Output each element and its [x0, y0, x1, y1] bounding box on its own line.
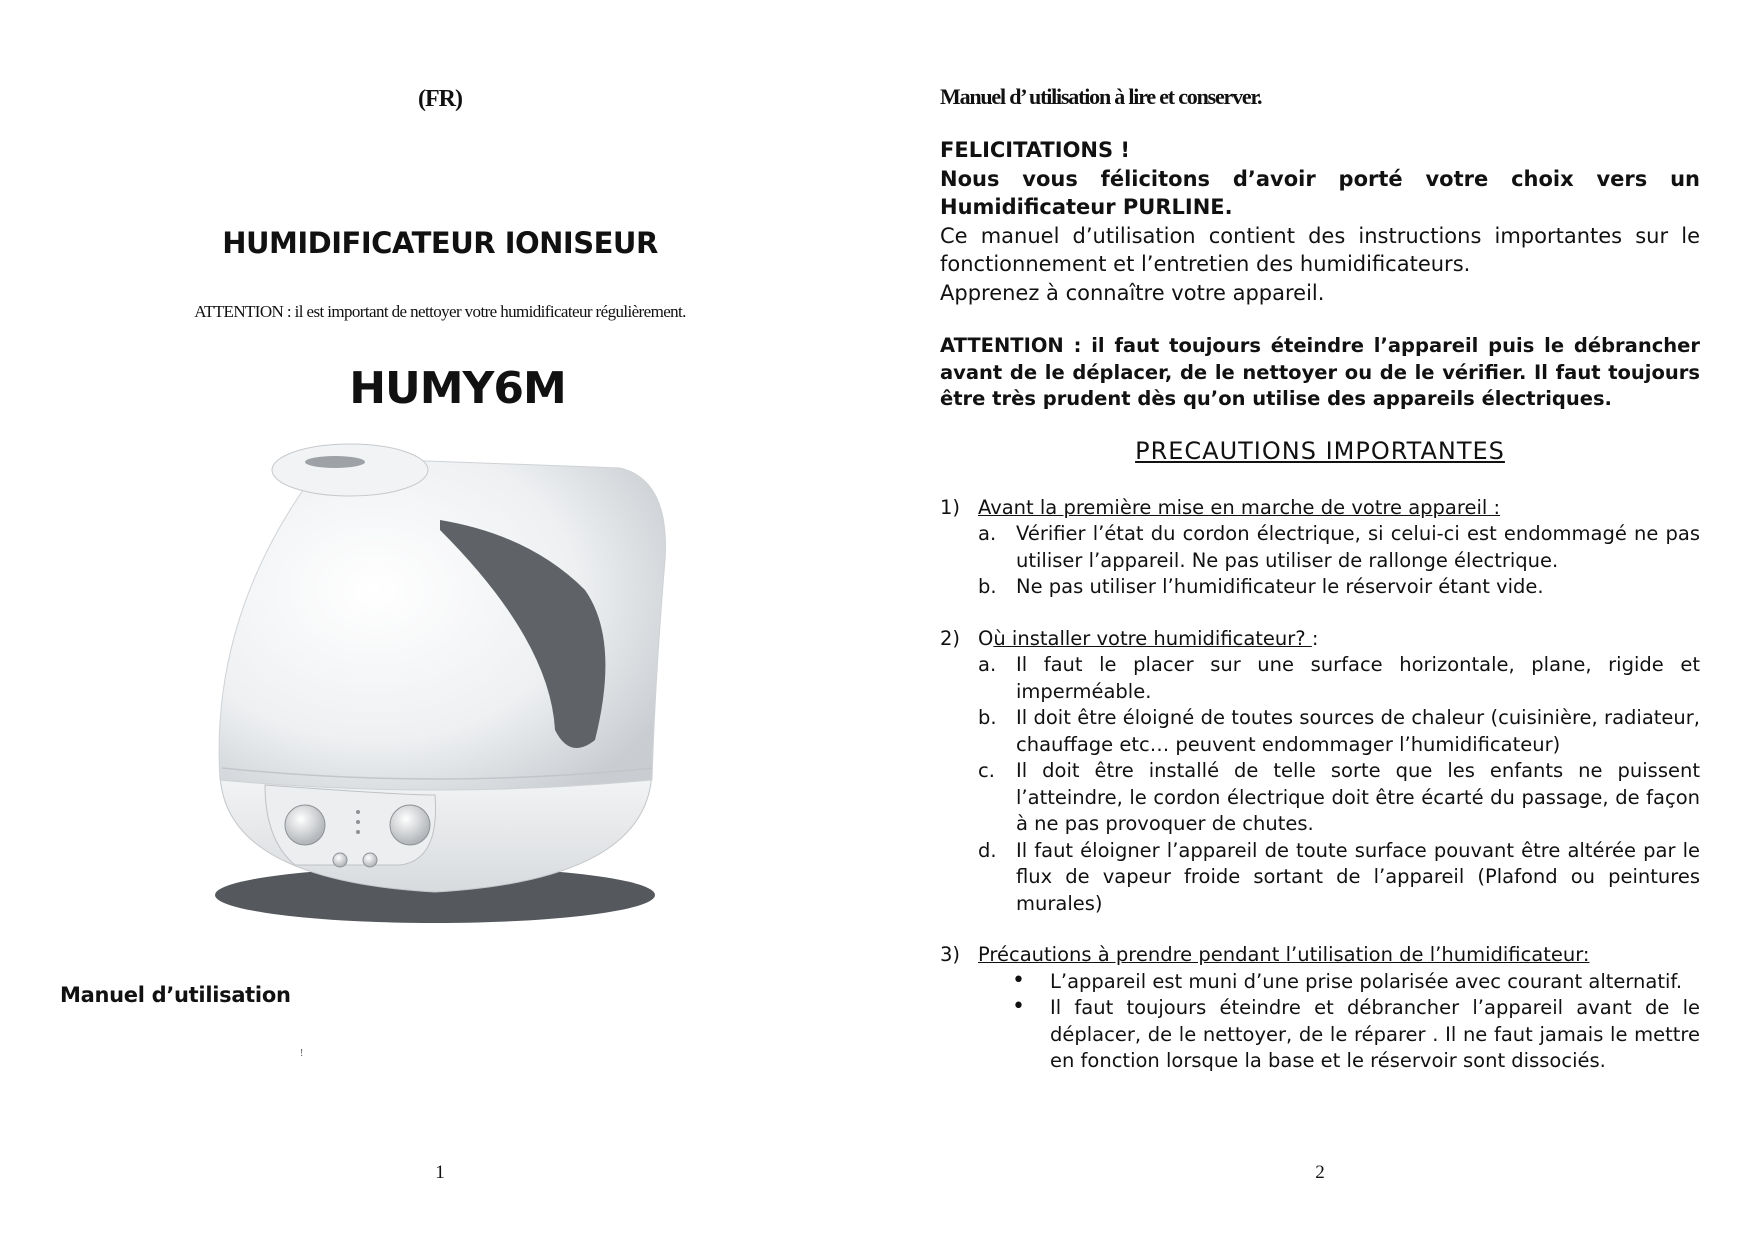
page-number-right: 2	[1315, 1162, 1325, 1183]
item-marker: a.	[978, 653, 997, 676]
language-tag: (FR)	[418, 86, 462, 112]
item-marker: a.	[978, 522, 997, 545]
item-marker: d.	[978, 838, 997, 862]
mist-nozzle	[272, 444, 428, 496]
section-heading-prefix: O	[978, 626, 994, 650]
list-item	[940, 705, 1700, 758]
intro-paragraph: Ce manuel d’utilisation contient des instructions importantes sur le fonctionnement et l’entretien des humidificateurs.	[940, 223, 1700, 276]
bullet-item	[940, 995, 1700, 1075]
section-number: 3)	[940, 943, 961, 966]
attention-notice: ATTENTION : il faut toujours éteindre l’appareil puis le débrancher avant de le déplacer, de le nettoyer ou de le vérifier. Il faut toujours être très prudent dès qu’on utilise des appareils électriques.	[940, 334, 1700, 410]
section-heading-suffix: :	[1311, 626, 1319, 650]
bullet-marker: •	[1012, 967, 1025, 993]
page-number-left: 1	[435, 1162, 445, 1183]
document-title: HUMIDIFICATEUR IONISEUR	[222, 226, 658, 260]
item-text: Il faut le placer sur une surface horizontale, plane, rigide et imperméable.	[1016, 653, 1700, 703]
item-marker: b.	[978, 575, 997, 598]
nozzle-slot	[305, 456, 365, 468]
congrats-heading: FELICITATIONS !	[940, 138, 1131, 162]
section-number: 2)	[940, 626, 961, 650]
bullet-text: Il faut toujours éteindre et débrancher l’appareil avant de le déplacer, de le nettoyer, de le réparer . Il ne faut jamais le mettre en fonction lorsque la base et le réservoir sont dissociés.	[1050, 996, 1700, 1072]
precaution-section-1	[940, 495, 1700, 601]
item-marker: c.	[978, 759, 995, 782]
humidifier-product-image	[200, 440, 690, 950]
ion-button	[333, 853, 347, 867]
list-item	[940, 521, 1700, 574]
bullet-marker: •	[1012, 994, 1025, 1019]
section-heading: Avant la première mise en marche de votre appareil :	[978, 495, 1501, 519]
bullet-text: L’appareil est muni d’une prise polarisée avec courant alternatif.	[1050, 969, 1683, 993]
cleaning-warning: ATTENTION : il est important de nettoyer votre humidificateur régulièrement.	[194, 302, 686, 321]
power-button	[363, 853, 377, 867]
mist-knob	[390, 805, 430, 845]
section-heading: ù installer votre humidificateur?	[993, 626, 1312, 650]
list-item	[940, 652, 1700, 705]
right-page-content	[940, 82, 1700, 1100]
precaution-section-3	[940, 942, 1700, 1075]
bullet-item	[940, 969, 1700, 996]
precaution-section-2	[940, 626, 1700, 918]
model-name: HUMY6M	[349, 363, 566, 414]
indicator-light	[356, 810, 360, 814]
indicator-light	[356, 820, 360, 824]
congrats-line: Nous vous félicitons d’avoir porté votre choix vers un Humidificateur PURLINE.	[940, 166, 1700, 219]
stray-mark: !	[300, 1048, 304, 1059]
item-text: Il faut éloigner l’appareil de toute surface pouvant être altérée par le flux de vapeur froide sortant de l’appareil (Plafond ou peintures murales)	[1016, 838, 1700, 915]
indicator-light	[356, 830, 360, 834]
precautions-title: PRECAUTIONS IMPORTANTES	[1135, 436, 1505, 465]
list-item	[940, 838, 1700, 918]
item-marker: b.	[978, 706, 997, 729]
intro-closing: Apprenez à connaître votre appareil.	[940, 280, 1325, 305]
section-number: 1)	[940, 495, 961, 519]
item-text: Ne pas utiliser l’humidificateur le réservoir étant vide.	[1016, 575, 1544, 598]
manual-label: Manuel d’utilisation	[60, 983, 291, 1007]
right-page-header: Manuel d’ utilisation à lire et conserver.	[940, 84, 1262, 109]
list-item	[940, 758, 1700, 838]
humidity-knob	[285, 805, 325, 845]
item-text: Il doit être éloigné de toutes sources de chaleur (cuisinière, radiateur, chauffage etc… peuvent endommager l’humidificateur)	[1016, 706, 1700, 756]
item-text: Vérifier l’état du cordon électrique, si celui-ci est endommagé ne pas utiliser l’appareil. Ne pas utiliser de rallonge électrique.	[1016, 522, 1700, 572]
section-heading: Précautions à prendre pendant l’utilisation de l’humidificateur:	[978, 943, 1590, 966]
item-text: Il doit être installé de telle sorte que les enfants ne puissent l’atteindre, le cordon électrique doit être écarté du passage, de façon à ne pas provoquer de chutes.	[1016, 759, 1700, 835]
list-item	[940, 574, 1700, 601]
